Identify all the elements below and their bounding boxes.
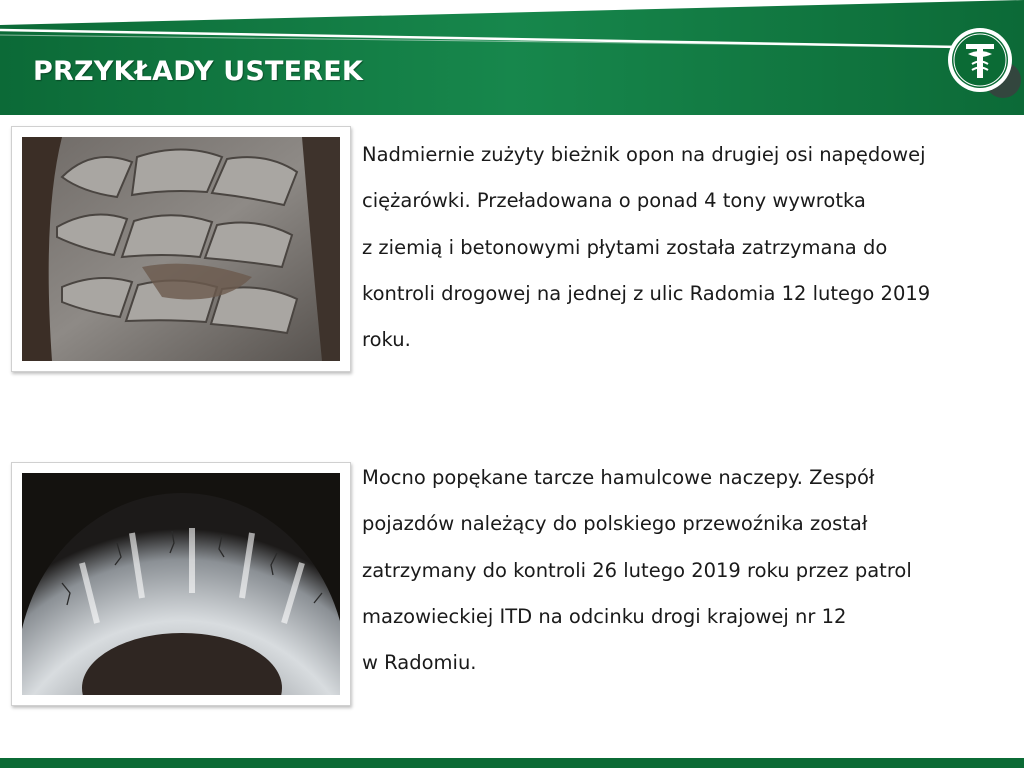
description-line: Nadmiernie zużyty bieżnik opon na drugiej osi napędowej — [362, 143, 926, 166]
tire-photo-frame — [11, 126, 351, 372]
description-line: z ziemią i betonowymi płytami została zatrzymana do — [362, 235, 888, 259]
itd-emblem-icon — [946, 26, 1014, 94]
description-line: mazowieckiej ITD na odcinku drogi krajowej nr 12 — [362, 604, 847, 628]
description-line: w Radomiu. — [362, 651, 477, 675]
description-line: kontroli drogowej na jednej z ulic Radomia 12 lutego 2019 — [362, 281, 931, 305]
cracked-brake-disc-photo — [22, 473, 340, 695]
description-line: pojazdów należący do polskiego przewoźnika został — [362, 512, 868, 536]
description-line: ciężarówki. Przeładowana o ponad 4 tony wywrotka — [362, 189, 866, 213]
description-line: roku. — [362, 328, 411, 352]
page-title: PRZYKŁADY USTEREK — [33, 56, 364, 87]
description-line: Mocno popękane tarcze hamulcowe naczepy. Zespół — [362, 466, 875, 489]
description-line: zatrzymany do kontroli 26 lutego 2019 roku przez patrol — [362, 558, 912, 582]
footer-bar — [0, 758, 1024, 768]
item-1-description — [362, 132, 982, 363]
header-banner — [0, 0, 1024, 115]
brake-disc-photo-frame — [11, 462, 351, 706]
worn-tire-photo — [22, 137, 340, 361]
item-2-description — [362, 455, 982, 686]
